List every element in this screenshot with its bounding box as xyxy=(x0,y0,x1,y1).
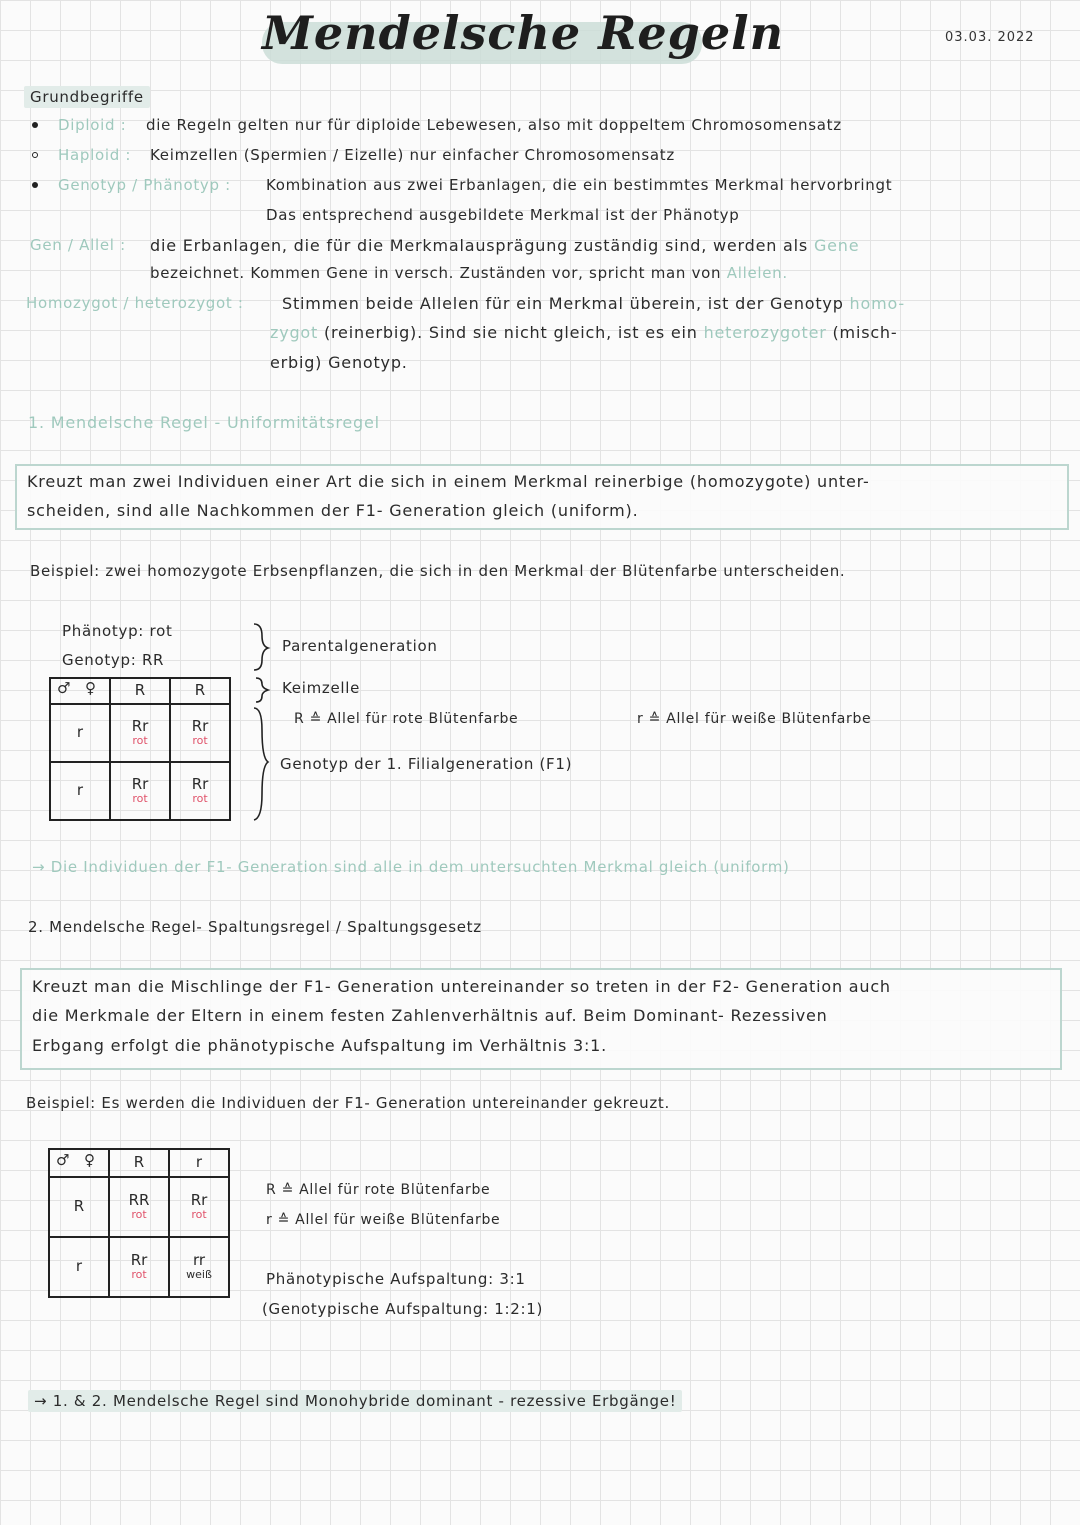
regel-2-line-3: Erbgang erfolgt die phänotypische Aufspaltung im Verhältnis 3:1. xyxy=(32,1036,608,1055)
female-icon: ♀ xyxy=(85,679,96,697)
regel-1-line-1: Kreuzt man zwei Individuen einer Art die sich in einem Merkmal reinerbige (homozygote) unter- xyxy=(27,472,870,491)
text-gen-1a: die Erbanlagen, die für die Merkmalausprägung zuständig sind, werden als xyxy=(150,236,809,255)
date: 03.03. 2022 xyxy=(945,30,1035,45)
text-haploid: Keimzellen (Spermien / Eizelle) nur einfacher Chromosomensatz xyxy=(150,146,675,164)
keimzelle-label: Keimzelle xyxy=(282,679,361,697)
final-conclusion: → 1. & 2. Mendelsche Regel sind Monohybride dominant - rezessive Erbgänge! xyxy=(28,1390,682,1412)
sex-symbols-cell xyxy=(50,678,110,704)
brace-icon xyxy=(248,620,278,825)
regel-2-line-2: die Merkmale der Eltern in einem festen Zahlenverhältnis auf. Beim Dominant- Rezessiven xyxy=(32,1006,828,1025)
f1-label: Genotyp der 1. Filialgeneration (F1) xyxy=(280,755,573,773)
row-header: r xyxy=(50,704,110,762)
phenotype: rot xyxy=(132,734,148,748)
row-header: R xyxy=(49,1177,109,1237)
phaenotypische-aufspaltung: Phänotypische Aufspaltung: 3:1 xyxy=(266,1270,526,1288)
bullet-icon xyxy=(32,152,38,158)
phenotype: rot xyxy=(191,1208,207,1222)
phaenotyp-parent: Phänotyp: rot xyxy=(62,622,173,640)
male-icon: ♂ xyxy=(57,679,71,697)
genotype: rr xyxy=(192,1251,206,1270)
text-homo-1 xyxy=(282,294,905,313)
genotype: Rr xyxy=(190,1191,208,1210)
bullet-icon xyxy=(32,182,38,188)
row-header: r xyxy=(49,1237,109,1297)
section-heading-grundbegriffe: Grundbegriffe xyxy=(24,86,150,108)
text-genotyp-1: Kombination aus zwei Erbanlagen, die ein bestimmtes Merkmal hervorbringt xyxy=(266,176,893,194)
row-header: r xyxy=(50,762,110,820)
phenotype: rot xyxy=(131,1208,147,1222)
term-genotyp: Genotyp / Phänotyp : xyxy=(58,176,231,194)
text-gen-2 xyxy=(150,264,788,282)
column-header: R xyxy=(110,678,170,704)
genotype-cell xyxy=(169,1177,229,1237)
heading-regel-2: 2. Mendelsche Regel- Spaltungsregel / Spaltungsgesetz xyxy=(28,918,482,936)
keyword-homo: homo- xyxy=(849,294,905,313)
phenotype: weiß xyxy=(186,1268,212,1282)
genotype: Rr xyxy=(191,717,209,736)
phenotype: rot xyxy=(132,792,148,806)
genotype: Rr xyxy=(191,775,209,794)
male-icon: ♂ xyxy=(56,1151,70,1169)
genotype-cell xyxy=(110,704,170,762)
keyword-heterozygoter: heterozygoter xyxy=(703,323,827,342)
phenotype: rot xyxy=(192,734,208,748)
definition-box-regel-2 xyxy=(20,968,1062,1070)
genotype: Rr xyxy=(131,775,149,794)
text-gen-1 xyxy=(150,236,859,255)
allel-R-label-2: R ≙ Allel für rote Blütenfarbe xyxy=(266,1182,491,1198)
text-homo-2b: (reinerbig). Sind sie nicht gleich, ist es ein xyxy=(323,323,698,342)
allel-r-label: r ≙ Allel für weiße Blütenfarbe xyxy=(637,711,872,727)
text-homo-1a: Stimmen beide Allelen für ein Merkmal überein, ist der Genotyp xyxy=(282,294,844,313)
sex-symbols-cell xyxy=(49,1149,109,1177)
text-diploid: die Regeln gelten nur für diploide Lebewesen, also mit doppeltem Chromosomensatz xyxy=(146,116,842,134)
keyword-allelen: Allelen. xyxy=(726,264,788,282)
column-header: R xyxy=(170,678,230,704)
genotype: RR xyxy=(128,1191,150,1210)
genotype-cell xyxy=(109,1237,169,1297)
allel-r-label-2: r ≙ Allel für weiße Blütenfarbe xyxy=(266,1212,501,1228)
punnett-square-2 xyxy=(48,1148,230,1298)
conclusion-regel-1: → Die Individuen der F1- Generation sind alle in dem untersuchten Merkmal gleich (uniform) xyxy=(32,858,790,876)
text-genotyp-2: Das entsprechend ausgebildete Merkmal ist der Phänotyp xyxy=(266,206,740,224)
regel-1-line-2: scheiden, sind alle Nachkommen der F1- Generation gleich (uniform). xyxy=(27,501,639,520)
page-title: Mendelsche Regeln xyxy=(262,6,785,60)
term-haploid: Haploid : xyxy=(58,146,132,164)
female-icon: ♀ xyxy=(84,1151,95,1169)
text-homo-3: erbig) Genotyp. xyxy=(270,353,408,372)
genotype-cell xyxy=(110,762,170,820)
parental-label: Parentalgeneration xyxy=(282,637,438,655)
punnett-square-1 xyxy=(49,677,231,821)
text-gen-2a: bezeichnet. Kommen Gene in versch. Zuständen vor, spricht man von xyxy=(150,264,722,282)
term-diploid: Diploid : xyxy=(58,116,127,134)
genotype-cell xyxy=(109,1177,169,1237)
allel-R-label: R ≙ Allel für rote Blütenfarbe xyxy=(294,711,519,727)
genotyp-parent: Genotyp: RR xyxy=(62,651,165,669)
definition-box-regel-1 xyxy=(15,464,1069,530)
bullet-icon xyxy=(32,122,38,128)
phenotype: rot xyxy=(192,792,208,806)
beispiel-2: Beispiel: Es werden die Individuen der F1- Generation untereinander gekreuzt. xyxy=(26,1094,670,1112)
text-homo-2d: (misch- xyxy=(832,323,898,342)
genotype-cell xyxy=(170,704,230,762)
term-homozygot: Homozygot / heterozygot : xyxy=(26,294,244,312)
genotype-cell xyxy=(169,1237,229,1297)
genotype: Rr xyxy=(131,717,149,736)
genotype-cell xyxy=(170,762,230,820)
text-homo-2 xyxy=(270,323,897,342)
column-header: r xyxy=(169,1149,229,1177)
term-gen-allel: Gen / Allel : xyxy=(30,236,126,254)
regel-2-line-1: Kreuzt man die Mischlinge der F1- Generation untereinander so treten in der F2- Generation auch xyxy=(32,977,891,996)
keyword-gene: Gene xyxy=(813,236,860,255)
heading-regel-1: 1. Mendelsche Regel - Uniformitätsregel xyxy=(28,413,380,432)
beispiel-1: Beispiel: zwei homozygote Erbsenpflanzen, die sich in den Merkmal der Blütenfarbe unterscheiden. xyxy=(30,562,846,580)
column-header: R xyxy=(109,1149,169,1177)
genotypische-aufspaltung: (Genotypische Aufspaltung: 1:2:1) xyxy=(262,1300,544,1318)
phenotype: rot xyxy=(131,1268,147,1282)
genotype: Rr xyxy=(130,1251,148,1270)
keyword-zygot: zygot xyxy=(270,323,319,342)
